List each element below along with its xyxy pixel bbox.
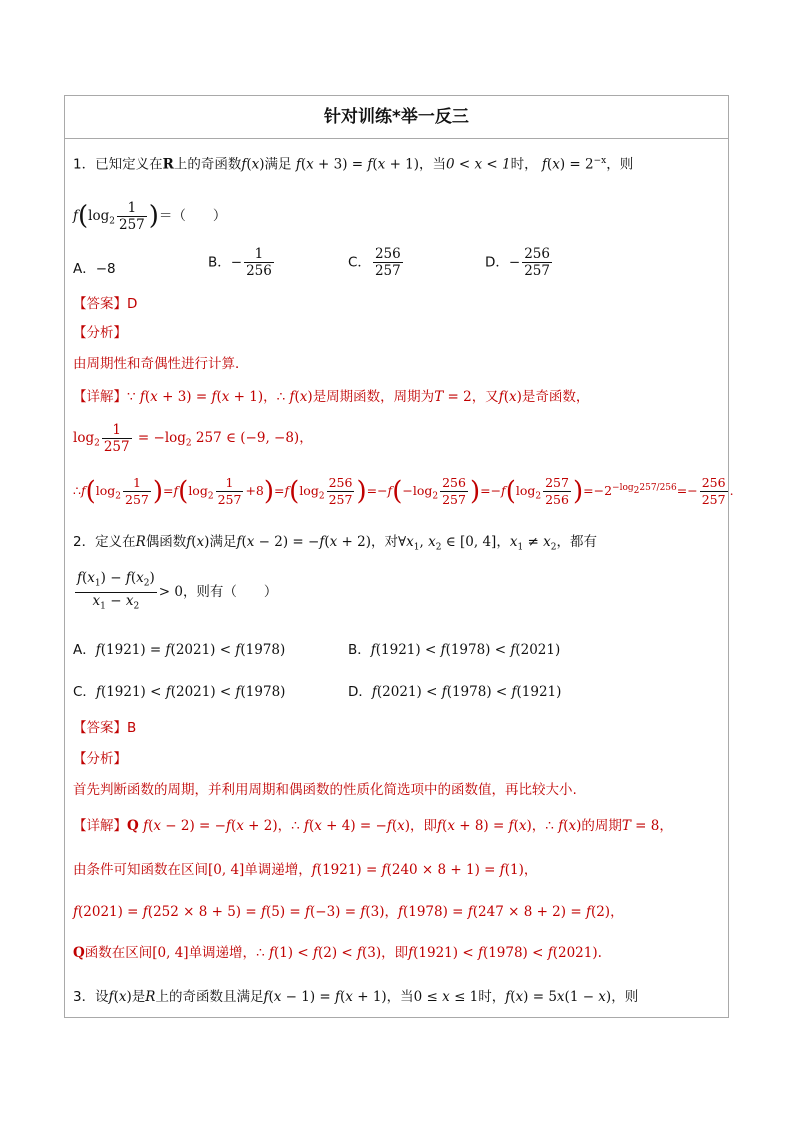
q1-analysis-label: 【分析】: [73, 325, 127, 341]
q2-stem: 2．定义在R偶函数f(x)满足f(x − 2) = −f(x + 2)，对$\forall x_1$, $x_2$ ∈ [0, 4]，$x_1 \ne x_2$，都有: [73, 534, 597, 553]
q2-option-d: D．f(2021) < f(1978) < f(1921): [348, 684, 562, 700]
q1-analysis: 由周期性和奇偶性进行计算．: [73, 356, 249, 372]
page-title: 针对训练*举一反三: [65, 96, 728, 139]
q2-option-c: C．f(1921) < f(2021) < f(1978): [73, 684, 286, 700]
q1-option-c: C． $\frac{256}{257}$: [348, 246, 401, 279]
q1-option-a: A．−8: [73, 261, 116, 277]
q1-expression: $f(\log_2$ $\frac{1}{257}$ )＝（ ）: [73, 199, 227, 233]
q2-detail-3: f(2021) = f(252 × 8 + 5) = f(5) = f(−3) = f(3)，f(1978) = f(247 × 8 + 2) = f(2)，: [73, 904, 624, 920]
q1-option-b: B．− $\frac{1}{256}$: [208, 246, 272, 279]
exercise-box: [64, 95, 734, 1018]
q2-option-b: B．f(1921) < f(1978) < f(2021): [348, 642, 561, 658]
q2-option-a: A．f(1921) = f(2021) < f(1978): [73, 642, 286, 658]
q1-detail-chain: $\therefore f(\log_2$ $\frac{1}{257}$ )$=f(\log_2$ $\frac{1}{257}$ $+8)=f(\log_2$ $\frac{256}{257}$ )$=-f(-\log_2$ $\frac{256}{257}$ )$=-f(\log_2$ $\frac{257}{256}$ )$=-2^{-log_2257/256}=-$ $\frac{256}{257}$ .: [73, 475, 734, 508]
q1-stem: 1．已知定义在R上的奇函数f(x)满足 f(x + 3) = f(x + 1)，当0 < x < 1时， $f(x) = 2^{-x}$，则: [73, 156, 634, 173]
q2-analysis-label: 【分析】: [73, 751, 127, 767]
q3-stem: 3．设f(x)是R上的奇函数且满足f(x − 1) = f(x + 1)，当0 ≤ x ≤ 1时，f(x) = 5x(1 − x)，则: [73, 989, 639, 1005]
q2-answer: 【答案】B: [73, 720, 137, 736]
q1-detail: 【详解】∵ f(x + 3) = f(x + 1)，∴ f(x)是周期函数，周期为T = 2，又f(x)是奇函数，: [73, 389, 590, 405]
q1-detail-log: $\log_2$ $\frac{1}{257}$ = $-\log_2$ 257 ∈ (−9, −8)，: [73, 421, 313, 455]
q2-detail-1: 【详解】Q f(x − 2) = −f(x + 2)，∴ f(x + 4) = −f(x)，即f(x + 8) = f(x)，∴ f(x)的周期T = 8，: [73, 818, 673, 834]
q1-answer: 【答案】D: [73, 296, 138, 312]
q2-analysis: 首先判断函数的周期，并利用周期和偶函数的性质化简选项中的函数值，再比较大小.: [73, 782, 577, 798]
q2-detail-4: Q函数在区间[0, 4]单调递增，∴ f(1) < f(2) < f(3)，即f(1921) < f(1978) < f(2021).: [73, 945, 602, 961]
q2-detail-2: 由条件可知函数在区间[0, 4]单调递增，f(1921) = f(240 × 8 + 1) = f(1)，: [73, 862, 538, 878]
q1-option-d: D．− $\frac{256}{257}$: [485, 246, 550, 279]
q2-condition: $\frac{f(x_1) - f(x_2)}{x_1 - x_2}$ > 0，则有（ ）: [77, 570, 278, 612]
